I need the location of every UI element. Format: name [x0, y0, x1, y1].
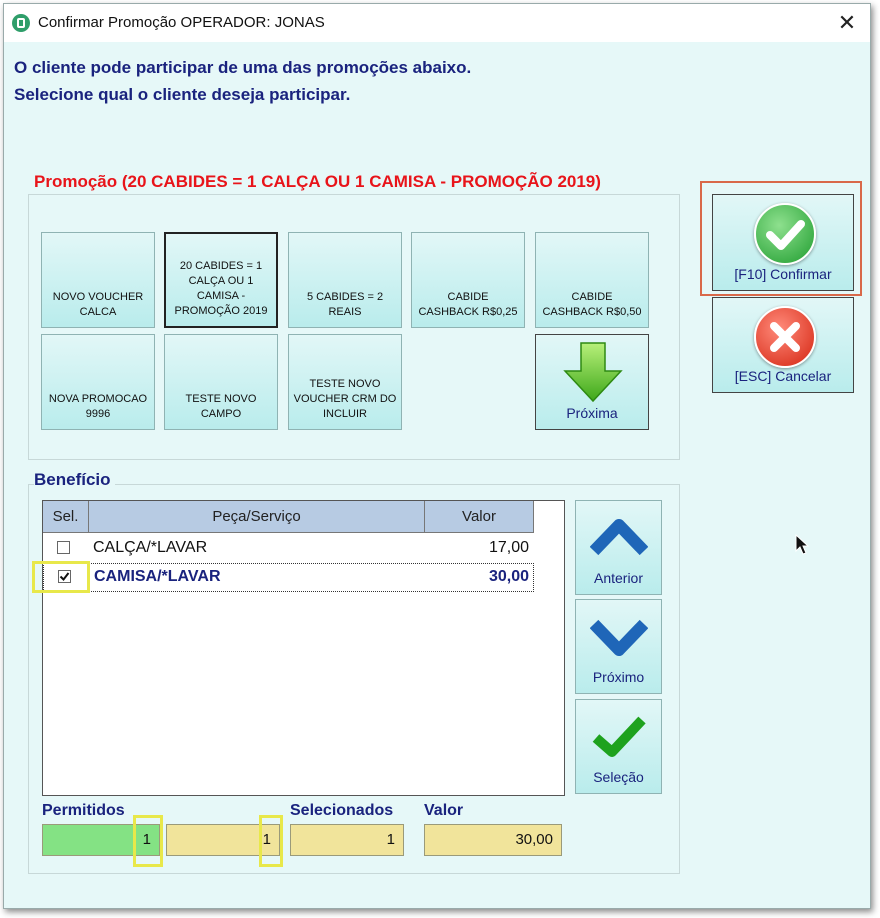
chevron-down-icon: [590, 614, 648, 658]
intro-line-1: O cliente pode participar de uma das promoções abaixo.: [14, 58, 472, 77]
promo-button-3[interactable]: 5 CABIDES = 2 REAIS: [288, 232, 402, 328]
confirm-button[interactable]: [712, 194, 854, 291]
valor-label: Valor: [424, 802, 464, 819]
checkbox-highlight: [32, 561, 90, 593]
cancel-x-icon: [754, 306, 816, 368]
previous-button[interactable]: [575, 500, 662, 595]
benefit-table: [42, 500, 565, 796]
promo-group-title: Promoção (20 CABIDES = 1 CALÇA OU 1 CAMISA - PROMOÇÃO 2019): [34, 171, 624, 192]
selecionados-field: 1: [290, 824, 404, 856]
permitidos-label: Permitidos: [42, 802, 125, 819]
close-icon[interactable]: ✕: [837, 10, 857, 35]
col-header-sel[interactable]: Sel.: [43, 501, 89, 533]
col-header-value[interactable]: Valor: [425, 501, 534, 533]
row-item: CAMISA/*LAVAR: [94, 568, 221, 585]
row-value: 30,00: [488, 568, 529, 585]
col-header-item[interactable]: Peça/Serviço: [89, 501, 425, 533]
confirm-label: [F10] Confirmar: [734, 266, 832, 282]
second-count-highlight: [259, 815, 283, 867]
title-bar: [4, 4, 870, 42]
next-promo-button[interactable]: [535, 334, 649, 430]
permitidos-field: 1: [42, 824, 160, 856]
cancel-label: [ESC] Cancelar: [734, 368, 832, 384]
check-icon: [754, 203, 816, 265]
table-row[interactable]: [43, 534, 533, 563]
chevron-up-icon: [590, 515, 648, 559]
mouse-cursor-icon: [795, 534, 811, 556]
next-promo-label: Próxima: [566, 405, 618, 421]
promo-button-8[interactable]: TESTE NOVO VOUCHER CRM DO INCLUIR: [288, 334, 402, 430]
promo-button-2[interactable]: 20 CABIDES = 1 CALÇA OU 1 CAMISA - PROMOÇÃO 2019: [164, 232, 278, 328]
app-icon: [12, 14, 30, 32]
permitidos-highlight: [133, 815, 163, 867]
promo-button-6[interactable]: NOVA PROMOCAO 9996: [41, 334, 155, 430]
promo-button-7[interactable]: TESTE NOVO CAMPO: [164, 334, 278, 430]
select-label: Seleção: [593, 769, 644, 785]
row-item: CALÇA/*LAVAR: [93, 539, 208, 556]
window-title: Confirmar Promoção OPERADOR: JONAS: [38, 14, 325, 31]
row-value: 17,00: [488, 539, 529, 556]
benefit-group-title: Benefício: [34, 470, 115, 490]
intro-line-2: Selecione qual o cliente deseja participar.: [14, 85, 351, 104]
promo-button-1[interactable]: NOVO VOUCHER CALCA: [41, 232, 155, 328]
selecionados-label: Selecionados: [290, 802, 394, 819]
arrow-down-icon: [563, 341, 623, 403]
promo-button-4[interactable]: CABIDE CASHBACK R$0,25: [411, 232, 525, 328]
check-icon: [590, 714, 648, 760]
select-button[interactable]: [575, 699, 662, 794]
table-row-selected[interactable]: [43, 563, 534, 592]
next-button[interactable]: [575, 599, 662, 694]
cancel-button[interactable]: [712, 297, 854, 393]
row-checkbox[interactable]: [57, 541, 70, 554]
second-count-field: 1: [166, 824, 280, 856]
promo-button-5[interactable]: CABIDE CASHBACK R$0,50: [535, 232, 649, 328]
next-label: Próximo: [592, 669, 645, 685]
previous-label: Anterior: [593, 570, 644, 586]
valor-field: 30,00: [424, 824, 562, 856]
